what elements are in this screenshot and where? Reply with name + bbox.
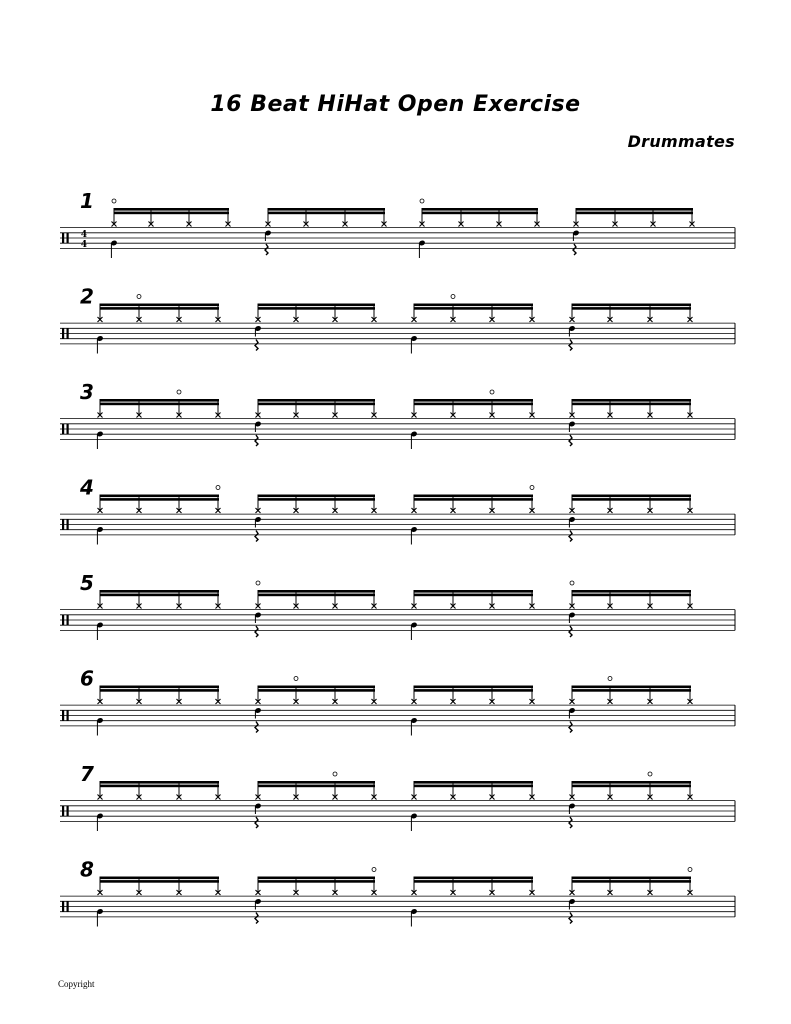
percussion-clef: [67, 806, 69, 816]
composer-name: Drummates: [627, 132, 735, 151]
time-signature-denominator: 4: [80, 240, 88, 250]
open-hihat-mark: [420, 199, 424, 203]
beam: [422, 212, 538, 215]
beam: [414, 403, 533, 406]
system-1: [60, 189, 735, 258]
quarter-rest: [265, 244, 268, 255]
beam: [114, 212, 229, 215]
quarter-rest: [569, 913, 572, 924]
beam: [414, 781, 533, 784]
quarter-rest: [569, 435, 572, 446]
quarter-rest: [255, 435, 258, 446]
beam: [572, 307, 691, 310]
open-hihat-mark: [216, 486, 220, 490]
open-hihat-mark: [333, 772, 337, 776]
beam: [100, 781, 219, 784]
beam: [114, 208, 229, 211]
beam: [572, 781, 691, 784]
beam: [100, 689, 219, 692]
quarter-rest: [569, 817, 572, 828]
percussion-clef: [62, 233, 64, 243]
percussion-clef: [62, 711, 64, 721]
beam: [572, 403, 691, 406]
quarter-rest: [255, 913, 258, 924]
beam: [414, 399, 533, 402]
beam: [258, 877, 375, 880]
open-hihat-mark: [530, 486, 534, 490]
beam: [258, 880, 375, 883]
system-number: 6: [80, 666, 94, 691]
beam: [572, 590, 691, 593]
beam: [572, 880, 691, 883]
beam: [572, 785, 691, 788]
open-hihat-mark: [688, 868, 692, 872]
percussion-clef: [67, 329, 69, 339]
beam: [414, 785, 533, 788]
page-title: 16 Beat HiHat Open Exercise: [210, 92, 581, 117]
beam: [258, 594, 375, 597]
beam: [100, 399, 219, 402]
beam: [572, 495, 691, 498]
beam: [414, 495, 533, 498]
system-number: 8: [80, 857, 94, 882]
open-hihat-mark: [294, 677, 298, 681]
time-signature-numerator: 4: [80, 230, 88, 240]
beam: [100, 594, 219, 597]
quarter-rest: [569, 722, 572, 733]
beam: [100, 498, 219, 501]
beam: [100, 495, 219, 498]
quarter-rest: [569, 340, 572, 351]
quarter-rest: [569, 531, 572, 542]
open-hihat-mark: [137, 295, 141, 299]
beam: [258, 686, 375, 689]
percussion-clef: [67, 233, 69, 243]
beam: [258, 403, 375, 406]
beam: [258, 307, 375, 310]
beam: [414, 590, 533, 593]
percussion-clef: [62, 902, 64, 912]
open-hihat-mark: [570, 581, 574, 585]
percussion-clef: [67, 615, 69, 625]
system-number: 1: [80, 189, 94, 213]
beam: [100, 880, 219, 883]
beam: [414, 304, 533, 307]
beam: [572, 594, 691, 597]
system-6: [60, 667, 735, 736]
beam: [258, 590, 375, 593]
beam: [414, 686, 533, 689]
beam: [100, 307, 219, 310]
beam: [100, 304, 219, 307]
beam: [268, 212, 385, 215]
beam: [100, 686, 219, 689]
beam: [258, 495, 375, 498]
quarter-rest: [569, 626, 572, 637]
system-8: [60, 858, 735, 927]
system-7: [60, 762, 735, 831]
beam: [258, 304, 375, 307]
beam: [576, 208, 693, 211]
beam: [258, 689, 375, 692]
quarter-rest: [255, 626, 258, 637]
system-number: 7: [80, 762, 94, 786]
percussion-clef: [62, 615, 64, 625]
beam: [572, 686, 691, 689]
system-number: 4: [80, 475, 94, 500]
system-5: [60, 571, 735, 640]
beam: [572, 304, 691, 307]
quarter-rest: [255, 531, 258, 542]
percussion-clef: [62, 520, 64, 530]
beam: [572, 399, 691, 402]
beam: [572, 689, 691, 692]
quarter-rest: [255, 722, 258, 733]
beam: [414, 880, 533, 883]
beam: [414, 307, 533, 310]
beam: [414, 498, 533, 501]
beam: [414, 877, 533, 880]
beam: [414, 689, 533, 692]
percussion-clef: [67, 902, 69, 912]
open-hihat-mark: [177, 390, 181, 394]
percussion-clef: [67, 424, 69, 434]
beam: [258, 781, 375, 784]
open-hihat-mark: [490, 390, 494, 394]
open-hihat-mark: [256, 581, 260, 585]
open-hihat-mark: [608, 677, 612, 681]
open-hihat-mark: [112, 199, 116, 203]
system-number: 5: [80, 571, 94, 595]
beam: [100, 877, 219, 880]
percussion-clef: [62, 424, 64, 434]
beam: [100, 785, 219, 788]
copyright-notice: Copyright: [58, 979, 95, 989]
percussion-clef: [62, 806, 64, 816]
open-hihat-mark: [451, 295, 455, 299]
quarter-rest: [255, 340, 258, 351]
percussion-clef: [67, 520, 69, 530]
system-2: [60, 285, 735, 354]
beam: [100, 403, 219, 406]
system-3: [60, 380, 735, 449]
beam: [572, 498, 691, 501]
system-number: 2: [80, 284, 94, 309]
beam: [576, 212, 693, 215]
beam: [422, 208, 538, 211]
beam: [268, 208, 385, 211]
percussion-clef: [62, 329, 64, 339]
open-hihat-mark: [372, 868, 376, 872]
quarter-rest: [573, 244, 576, 255]
open-hihat-mark: [648, 772, 652, 776]
beam: [258, 498, 375, 501]
beam: [572, 877, 691, 880]
beam: [258, 785, 375, 788]
beam: [258, 399, 375, 402]
percussion-clef: [67, 711, 69, 721]
beam: [100, 590, 219, 593]
system-4: [60, 476, 735, 545]
system-number: 3: [80, 380, 94, 404]
quarter-rest: [255, 817, 258, 828]
beam: [414, 594, 533, 597]
